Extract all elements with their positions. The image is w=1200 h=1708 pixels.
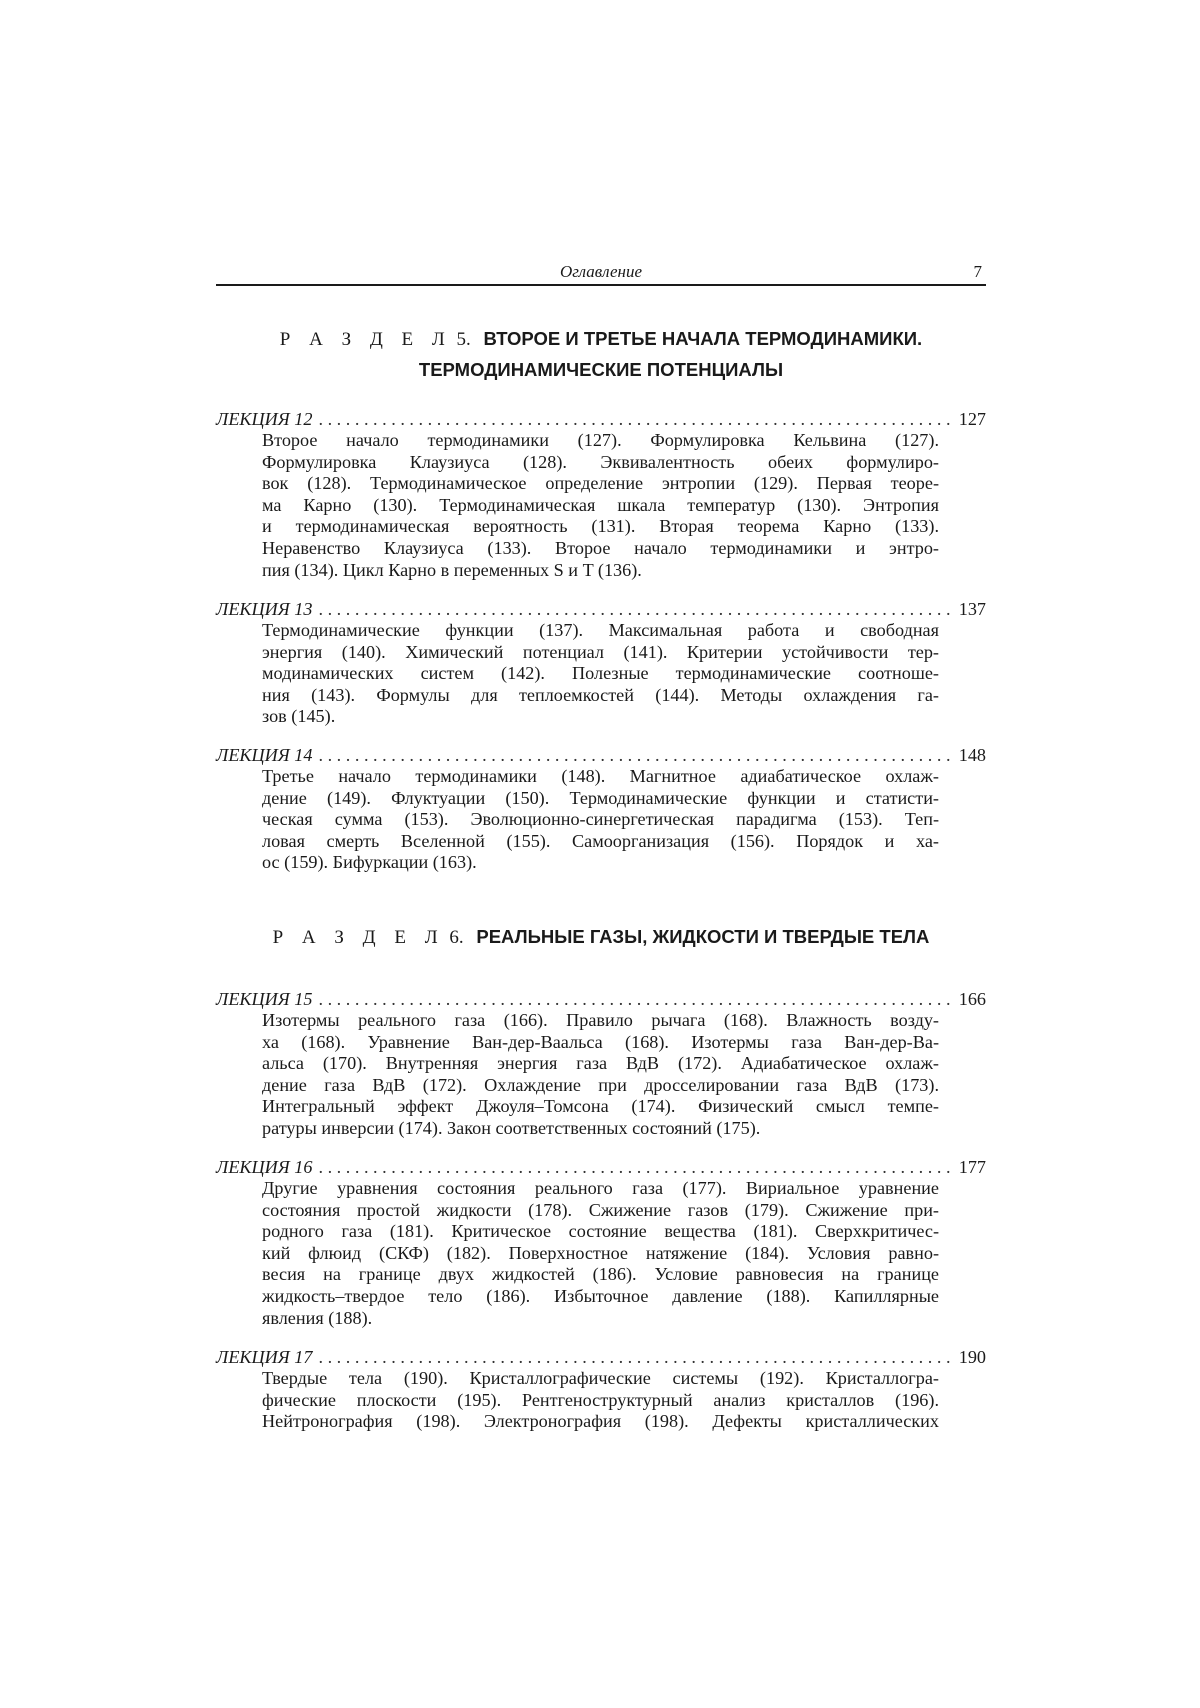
contents-line: дение газа ВдВ (172). Охлаждение при дросселировании газа ВдВ (173). xyxy=(262,1074,939,1095)
lecture-page-number: 177 xyxy=(958,1157,986,1177)
lecture-title: ЛЕКЦИЯ 16 xyxy=(216,1157,313,1177)
contents-line: ратуры инверсии (174). Закон соответственных состояний (175). xyxy=(262,1117,761,1138)
section-word: Р А З Д Е Л xyxy=(272,927,445,948)
toc-entry-lecture-16[interactable] xyxy=(216,1156,986,1329)
contents-line: дение (149). Флуктуации (150). Термодинамические функции и статисти- xyxy=(262,787,939,808)
lecture-title: ЛЕКЦИЯ 12 xyxy=(216,409,313,429)
page-number: 7 xyxy=(973,262,982,281)
lecture-title: ЛЕКЦИЯ 13 xyxy=(216,599,313,619)
contents-line: Нейтронография (198). Электронография (198). Дефекты кристаллических xyxy=(262,1411,939,1432)
lecture-page-number: 127 xyxy=(958,409,986,429)
contents-line: альса (170). Внутренняя энергия газа ВдВ (172). Адиабатическое охлаж- xyxy=(262,1053,939,1074)
toc-entry-lecture-12[interactable] xyxy=(216,408,986,581)
leader-dots xyxy=(318,408,950,430)
lecture-page-number: 190 xyxy=(958,1347,986,1367)
contents-line: жидкость–твердое тело (186). Избыточное давление (188). Капиллярные xyxy=(262,1285,939,1306)
contents-line: вок (128). Термодинамическое определение энтропии (129). Первая теоре- xyxy=(262,473,939,494)
section-heading-5 xyxy=(216,324,986,385)
contents-line: Формулировка Клаузиуса (128). Эквивалентность обеих формулиро- xyxy=(262,451,939,472)
contents-line: ос (159). Бифуркации (163). xyxy=(262,852,477,873)
lecture-page-number: 148 xyxy=(958,745,986,765)
section-number: 6. xyxy=(449,927,464,948)
contents-line: Термодинамические функции (137). Максимальная работа и свободная xyxy=(262,620,939,640)
lecture-contents xyxy=(262,1368,939,1433)
toc-entry-lecture-15[interactable] xyxy=(216,988,986,1140)
section-title: РЕАЛЬНЫЕ ГАЗЫ, ЖИДКОСТИ И ТВЕРДЫЕ ТЕЛА xyxy=(476,926,930,947)
contents-line: пия (134). Цикл Карно в переменных S и T (136). xyxy=(262,559,642,580)
lecture-page-number: 137 xyxy=(958,599,986,619)
running-title: Оглавление xyxy=(559,262,643,281)
leader-dots xyxy=(318,988,950,1010)
leader-dots xyxy=(318,1346,950,1368)
contents-line: фические плоскости (195). Рентгеноструктурный анализ кристаллов (196). xyxy=(262,1389,939,1410)
contents-line: ха (168). Уравнение Ван-дер-Ваальса (168). Изотермы газа Ван-дер-Ва- xyxy=(262,1031,939,1052)
section-heading-6 xyxy=(216,922,986,953)
lecture-contents xyxy=(262,430,939,581)
lecture-page-number: 166 xyxy=(958,989,986,1009)
lecture-title: ЛЕКЦИЯ 15 xyxy=(216,989,313,1009)
contents-line: ма Карно (130). Термодинамическая шкала температур (130). Энтропия xyxy=(262,494,939,515)
contents-line: Интегральный эффект Джоуля–Томсона (174). Физический смысл темпе- xyxy=(262,1096,939,1117)
contents-line: энергия (140). Химический потенциал (141). Критерии устойчивости тер- xyxy=(262,641,939,662)
toc-entry-lecture-13[interactable] xyxy=(216,598,986,728)
section-number: 5. xyxy=(456,329,471,350)
toc-entry-lecture-14[interactable] xyxy=(216,744,986,874)
contents-line: Твердые тела (190). Кристаллографические системы (192). Кристаллогра- xyxy=(262,1368,939,1388)
lecture-contents xyxy=(262,1010,939,1140)
contents-line: кий флюид (СКФ) (182). Поверхностное натяжение (184). Условия равно- xyxy=(262,1242,939,1263)
contents-line: Третье начало термодинамики (148). Магнитное адиабатическое охлаж- xyxy=(262,766,939,786)
leader-dots xyxy=(318,1156,950,1178)
contents-line: и термодинамическая вероятность (131). Вторая теорема Карно (133). xyxy=(262,516,939,537)
contents-line: Неравенство Клаузиуса (133). Второе начало термодинамики и энтро- xyxy=(262,537,939,558)
contents-line: Другие уравнения состояния реального газа (177). Вириальное уравнение xyxy=(262,1178,939,1198)
contents-line: весия на границе двух жидкостей (186). Условие равновесия на границе xyxy=(262,1264,939,1285)
lecture-contents xyxy=(262,766,939,874)
contents-line: ния (143). Формулы для теплоемкостей (144). Методы охлаждения га- xyxy=(262,684,939,705)
contents-line: Изотермы реального газа (166). Правило рычага (168). Влажность возду- xyxy=(262,1010,939,1030)
leader-dots xyxy=(318,598,950,620)
contents-line: состояния простой жидкости (178). Сжижение газов (179). Сжижение при- xyxy=(262,1199,939,1220)
contents-line: ческая сумма (153). Эволюционно-синергетическая парадигма (153). Теп- xyxy=(262,809,939,830)
toc-entry-lecture-17[interactable] xyxy=(216,1346,986,1433)
running-head xyxy=(216,262,986,286)
contents-line: ловая смерть Вселенной (155). Самоорганизация (156). Порядок и ха- xyxy=(262,830,939,851)
contents-line: зов (145). xyxy=(262,706,336,727)
lecture-contents xyxy=(262,620,939,728)
lecture-title: ЛЕКЦИЯ 17 xyxy=(216,1347,313,1367)
leader-dots xyxy=(318,744,950,766)
section-word: Р А З Д Е Л xyxy=(279,329,452,350)
lecture-title: ЛЕКЦИЯ 14 xyxy=(216,745,313,765)
section-title: ВТОРОЕ И ТРЕТЬЕ НАЧАЛА ТЕРМОДИНАМИКИ. xyxy=(483,328,923,349)
contents-line: Второе начало термодинамики (127). Формулировка Кельвина (127). xyxy=(262,430,939,450)
contents-line: явления (188). xyxy=(262,1307,373,1328)
contents-line: родного газа (181). Критическое состояние вещества (181). Сверхкритичес- xyxy=(262,1221,939,1242)
contents-line: модинамических систем (142). Полезные термодинамические соотноше- xyxy=(262,663,939,684)
lecture-contents xyxy=(262,1178,939,1329)
section-title-line2: ТЕРМОДИНАМИЧЕСКИЕ ПОТЕНЦИАЛЫ xyxy=(418,359,784,380)
